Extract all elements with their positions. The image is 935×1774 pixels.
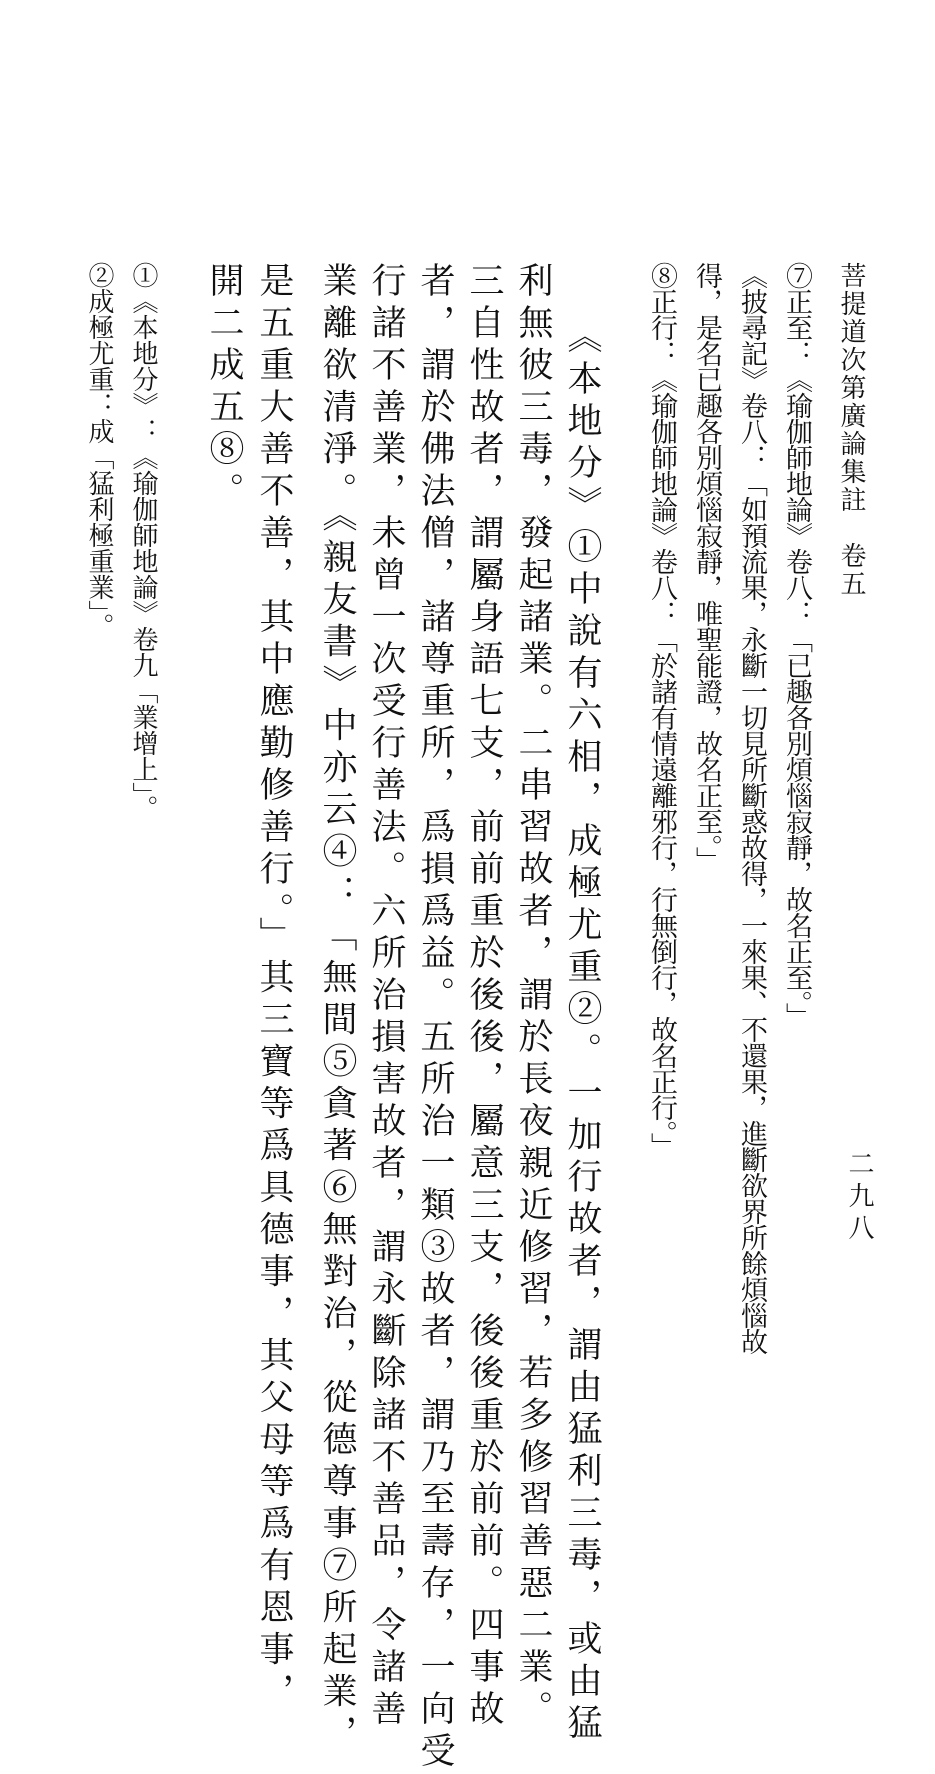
book-title: 菩提道次第廣論集註	[836, 262, 866, 514]
main-text-line: 開二成五⑧。	[204, 262, 244, 514]
top-note-line: ⑦正至：《瑜伽師地論》卷八：「已趣各別煩惱寂靜，故名正至。」	[781, 262, 812, 1029]
main-text-line: 《本地分》①中說有六相，成極尤重②。一加行故者，謂由猛利三毒，或由猛	[562, 318, 602, 1746]
main-text-line: 三自性故者，謂屬身語七支，前前重於後後，屬意三支，後後重於前前。四事故	[464, 262, 504, 1732]
top-note-line: 《披尋記》卷八：「如預流果，永斷一切見所斷惑故得，一來果、不還果，進斷欲界所餘煩惱故	[736, 262, 767, 1354]
top-note-line: ⑧正行：《瑜伽師地論》卷八：「於諸有情遠離邪行，行無倒行，故名正行。」	[646, 262, 677, 1159]
header-spacer	[836, 514, 866, 542]
top-note-line: 得，是名已趣各別煩惱寂靜，唯聖能證，故名正至。」	[691, 262, 722, 873]
main-text-line: 者，謂於佛法僧，諸尊重所，爲損爲益。五所治一類③故者，謂乃至壽存，一向受	[415, 262, 455, 1774]
volume-label: 卷五	[836, 542, 866, 598]
running-header	[838, 262, 864, 598]
page-number: 二九八	[844, 1150, 874, 1246]
footnote-line: ①《本地分》：《瑜伽師地論》卷九「業增上」。	[128, 262, 158, 821]
footnote-line: ②成極尤重：成「猛利極重業」。	[84, 262, 114, 639]
main-text-line: 業離欲清淨。《親友書》中亦云④：「無間⑤貪著⑥無對治，從德尊事⑦所起業，	[317, 262, 357, 1757]
main-text-line: 利無彼三毒，發起諸業。二串習故者，謂於長夜親近修習，若多修習善惡二業。	[513, 262, 553, 1732]
main-text-line: 是五重大善不善，其中應勤修善行。」其三寶等爲具德事，其父母等爲有恩事，	[254, 262, 294, 1715]
main-text-line: 行諸不善業，未曾一次受行善法。六所治損害故者，謂永斷除諸不善品，令諸善	[366, 262, 406, 1732]
